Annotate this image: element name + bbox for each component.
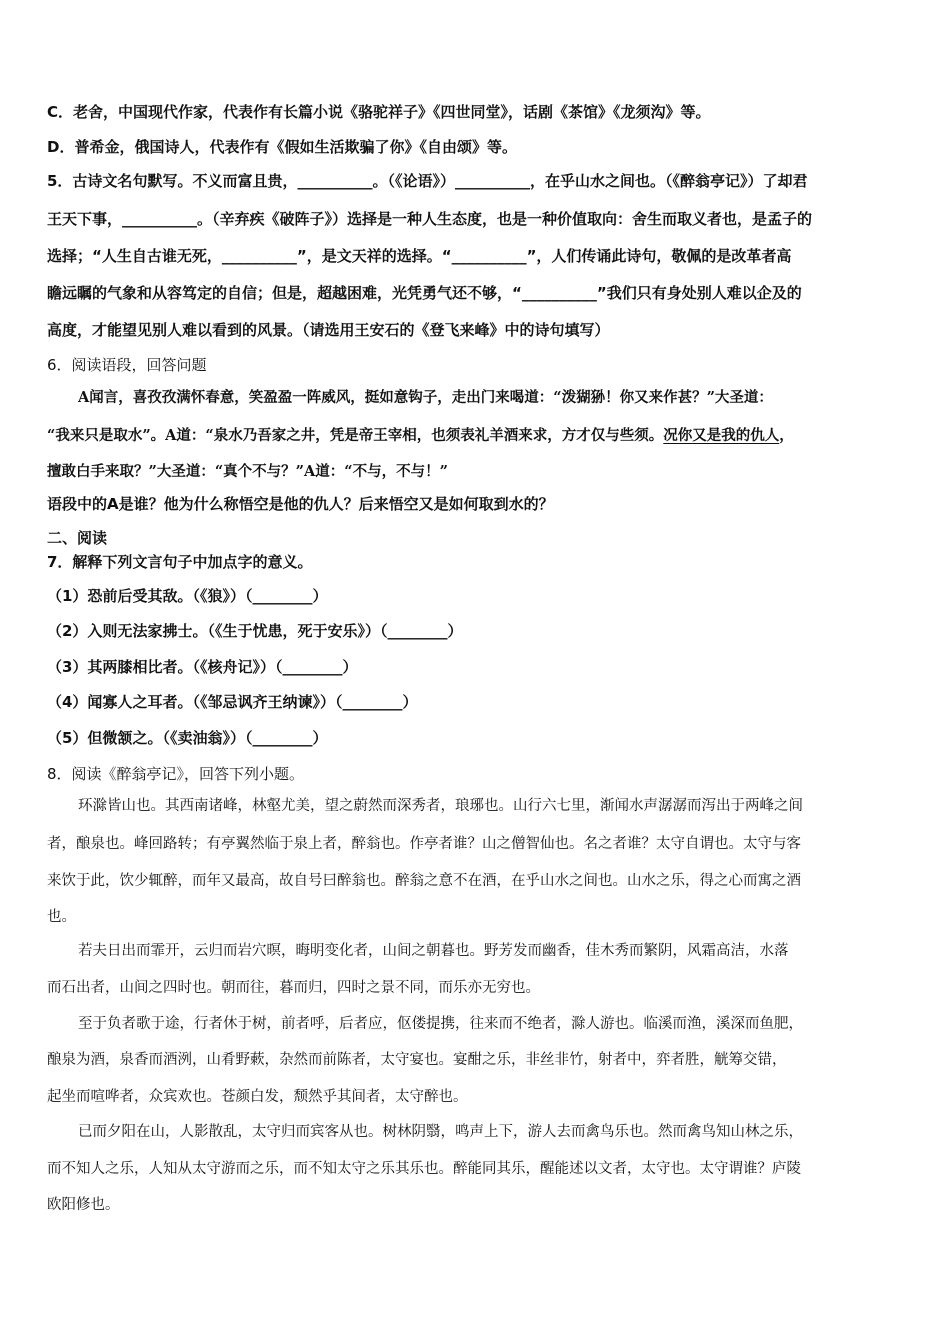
- q5-line-2: 王天下事，__________。（辛弃疾《破阵子》）选择是一种人生态度，也是一种价值取向：舍生而取义者也，是孟子的: [47, 210, 813, 228]
- q8-passage-line-2: 者，酿泉也。峰回路转；有亭翼然临于泉上者，醉翁也。作亭者谁？山之僧智仙也。名之者谁？太守自谓也。太守与客: [47, 836, 801, 852]
- q7-item-4: （4）闻寡人之耳者。（《邹忌讽齐王纳谏》）（________）: [47, 693, 418, 711]
- q6-question: 语段中的A是谁？他为什么称悟空是他的仇人？后来悟空又是如何取到水的？: [47, 495, 554, 513]
- q6-passage-line-1: A闻言，喜孜孜满怀春意，笑盈盈一阵威风，挺如意钩子，走出门来喝道：“泼猢狲！你又来作甚？”大圣道：: [78, 389, 773, 406]
- q8-passage-line-5: 若夫日出而霏开，云归而岩穴暝，晦明变化者，山间之朝暮也。野芳发而幽香，佳木秀而繁阴，风霜高洁，水落: [78, 943, 789, 959]
- q7-item-5: （5）但微颔之。（《卖油翁》）（________）: [47, 729, 328, 747]
- q8-title: 8．阅读《醉翁亭记》，回答下列小题。: [47, 765, 305, 783]
- q5-line-1: 5．古诗文名句默写。不义而富且贵，__________。（《论语》）__________，在乎山水之间也。（《醉翁亭记》）了却君: [47, 172, 808, 190]
- q7-item-3: （3）其两膝相比者。（《核舟记》）（________）: [47, 658, 358, 676]
- q5-line-5: 高度，才能望见别人难以看到的风景。（请选用王安石的《登飞来峰》中的诗句填写）: [47, 321, 610, 339]
- q6-passage-line-2-text: “我来只是取水”。A道：“泉水乃吾家之井，凭是帝王宰相，也须表礼羊酒来求，方才仅与些须。: [47, 427, 664, 444]
- q8-passage-line-8: 酿泉为酒，泉香而酒洌，山肴野蔌，杂然而前陈者，太守宴也。宴酣之乐，非丝非竹，射者中，弈者胜，觥筹交错，: [47, 1052, 787, 1068]
- q8-passage-line-11: 而不知人之乐，人知从太守游而之乐，而不知太守之乐其乐也。醉能同其乐，醒能述以文者，太守也。太守谓谁？庐陵: [47, 1161, 801, 1177]
- option-c: C．老舍，中国现代作家，代表作有长篇小说《骆驼祥子》《四世同堂》，话剧《茶馆》《龙须沟》等。: [47, 103, 711, 121]
- q8-passage-line-6: 而石出者，山间之四时也。朝而往，暮而归，四时之景不同，而乐亦无穷也。: [47, 980, 540, 996]
- q5-line-3: 选择；“人生自古谁无死，__________”，是文天祥的选择。“__________”，人们传诵此诗句，敬佩的是改革者高: [47, 247, 792, 265]
- q8-passage-line-1: 环滁皆山也。其西南诸峰，林壑尤美，望之蔚然而深秀者，琅琊也。山行六七里，渐闻水声潺潺而泻出于两峰之间: [78, 798, 803, 814]
- q6-passage-line-2-end: ，: [779, 427, 794, 444]
- option-d: D．普希金，俄国诗人，代表作有《假如生活欺骗了你》《自由颂》等。: [47, 138, 517, 156]
- q8-passage-line-12: 欧阳修也。: [47, 1197, 120, 1213]
- q8-passage-line-4: 也。: [47, 909, 76, 925]
- q7-item-1: （1）恐前后受其敌。（《狼》）（________）: [47, 587, 328, 605]
- q8-passage-line-10: 已而夕阳在山，人影散乱，太守归而宾客从也。树林阴翳，鸣声上下，游人去而禽鸟乐也。然而禽鸟知山林之乐，: [78, 1124, 803, 1140]
- q8-passage-line-7: 至于负者歌于途，行者休于树，前者呼，后者应，伛偻提携，往来而不绝者，滁人游也。临溪而渔，溪深而鱼肥，: [78, 1016, 803, 1032]
- q7-item-2: （2）入则无法家拂士。（《生于忧患，死于安乐》）（________）: [47, 622, 463, 640]
- q6-passage-line-2: [47, 426, 917, 446]
- q6-passage-line-3: 擅敢白手来取？”大圣道：“真个不与？”A道：“不与，不与！”: [47, 463, 448, 480]
- q8-passage-line-9: 起坐而喧哗者，众宾欢也。苍颜白发，颓然乎其间者，太守醉也。: [47, 1089, 468, 1105]
- q6-underlined-phrase: 况你又是我的仇人: [663, 427, 780, 444]
- q5-line-4: 瞻远瞩的气象和从容笃定的自信；但是，超越困难，光凭勇气还不够，“__________”我们只有身处别人难以企及的: [47, 284, 802, 302]
- q8-passage-line-3: 来饮于此，饮少辄醉，而年又最高，故自号曰醉翁也。醉翁之意不在酒，在乎山水之间也。山水之乐，得之心而寓之酒: [47, 873, 801, 889]
- q6-title: 6．阅读语段，回答问题: [47, 356, 207, 374]
- q7-title: 7．解释下列文言句子中加点字的意义。: [47, 553, 313, 571]
- section-2-heading: 二、阅读: [47, 529, 108, 547]
